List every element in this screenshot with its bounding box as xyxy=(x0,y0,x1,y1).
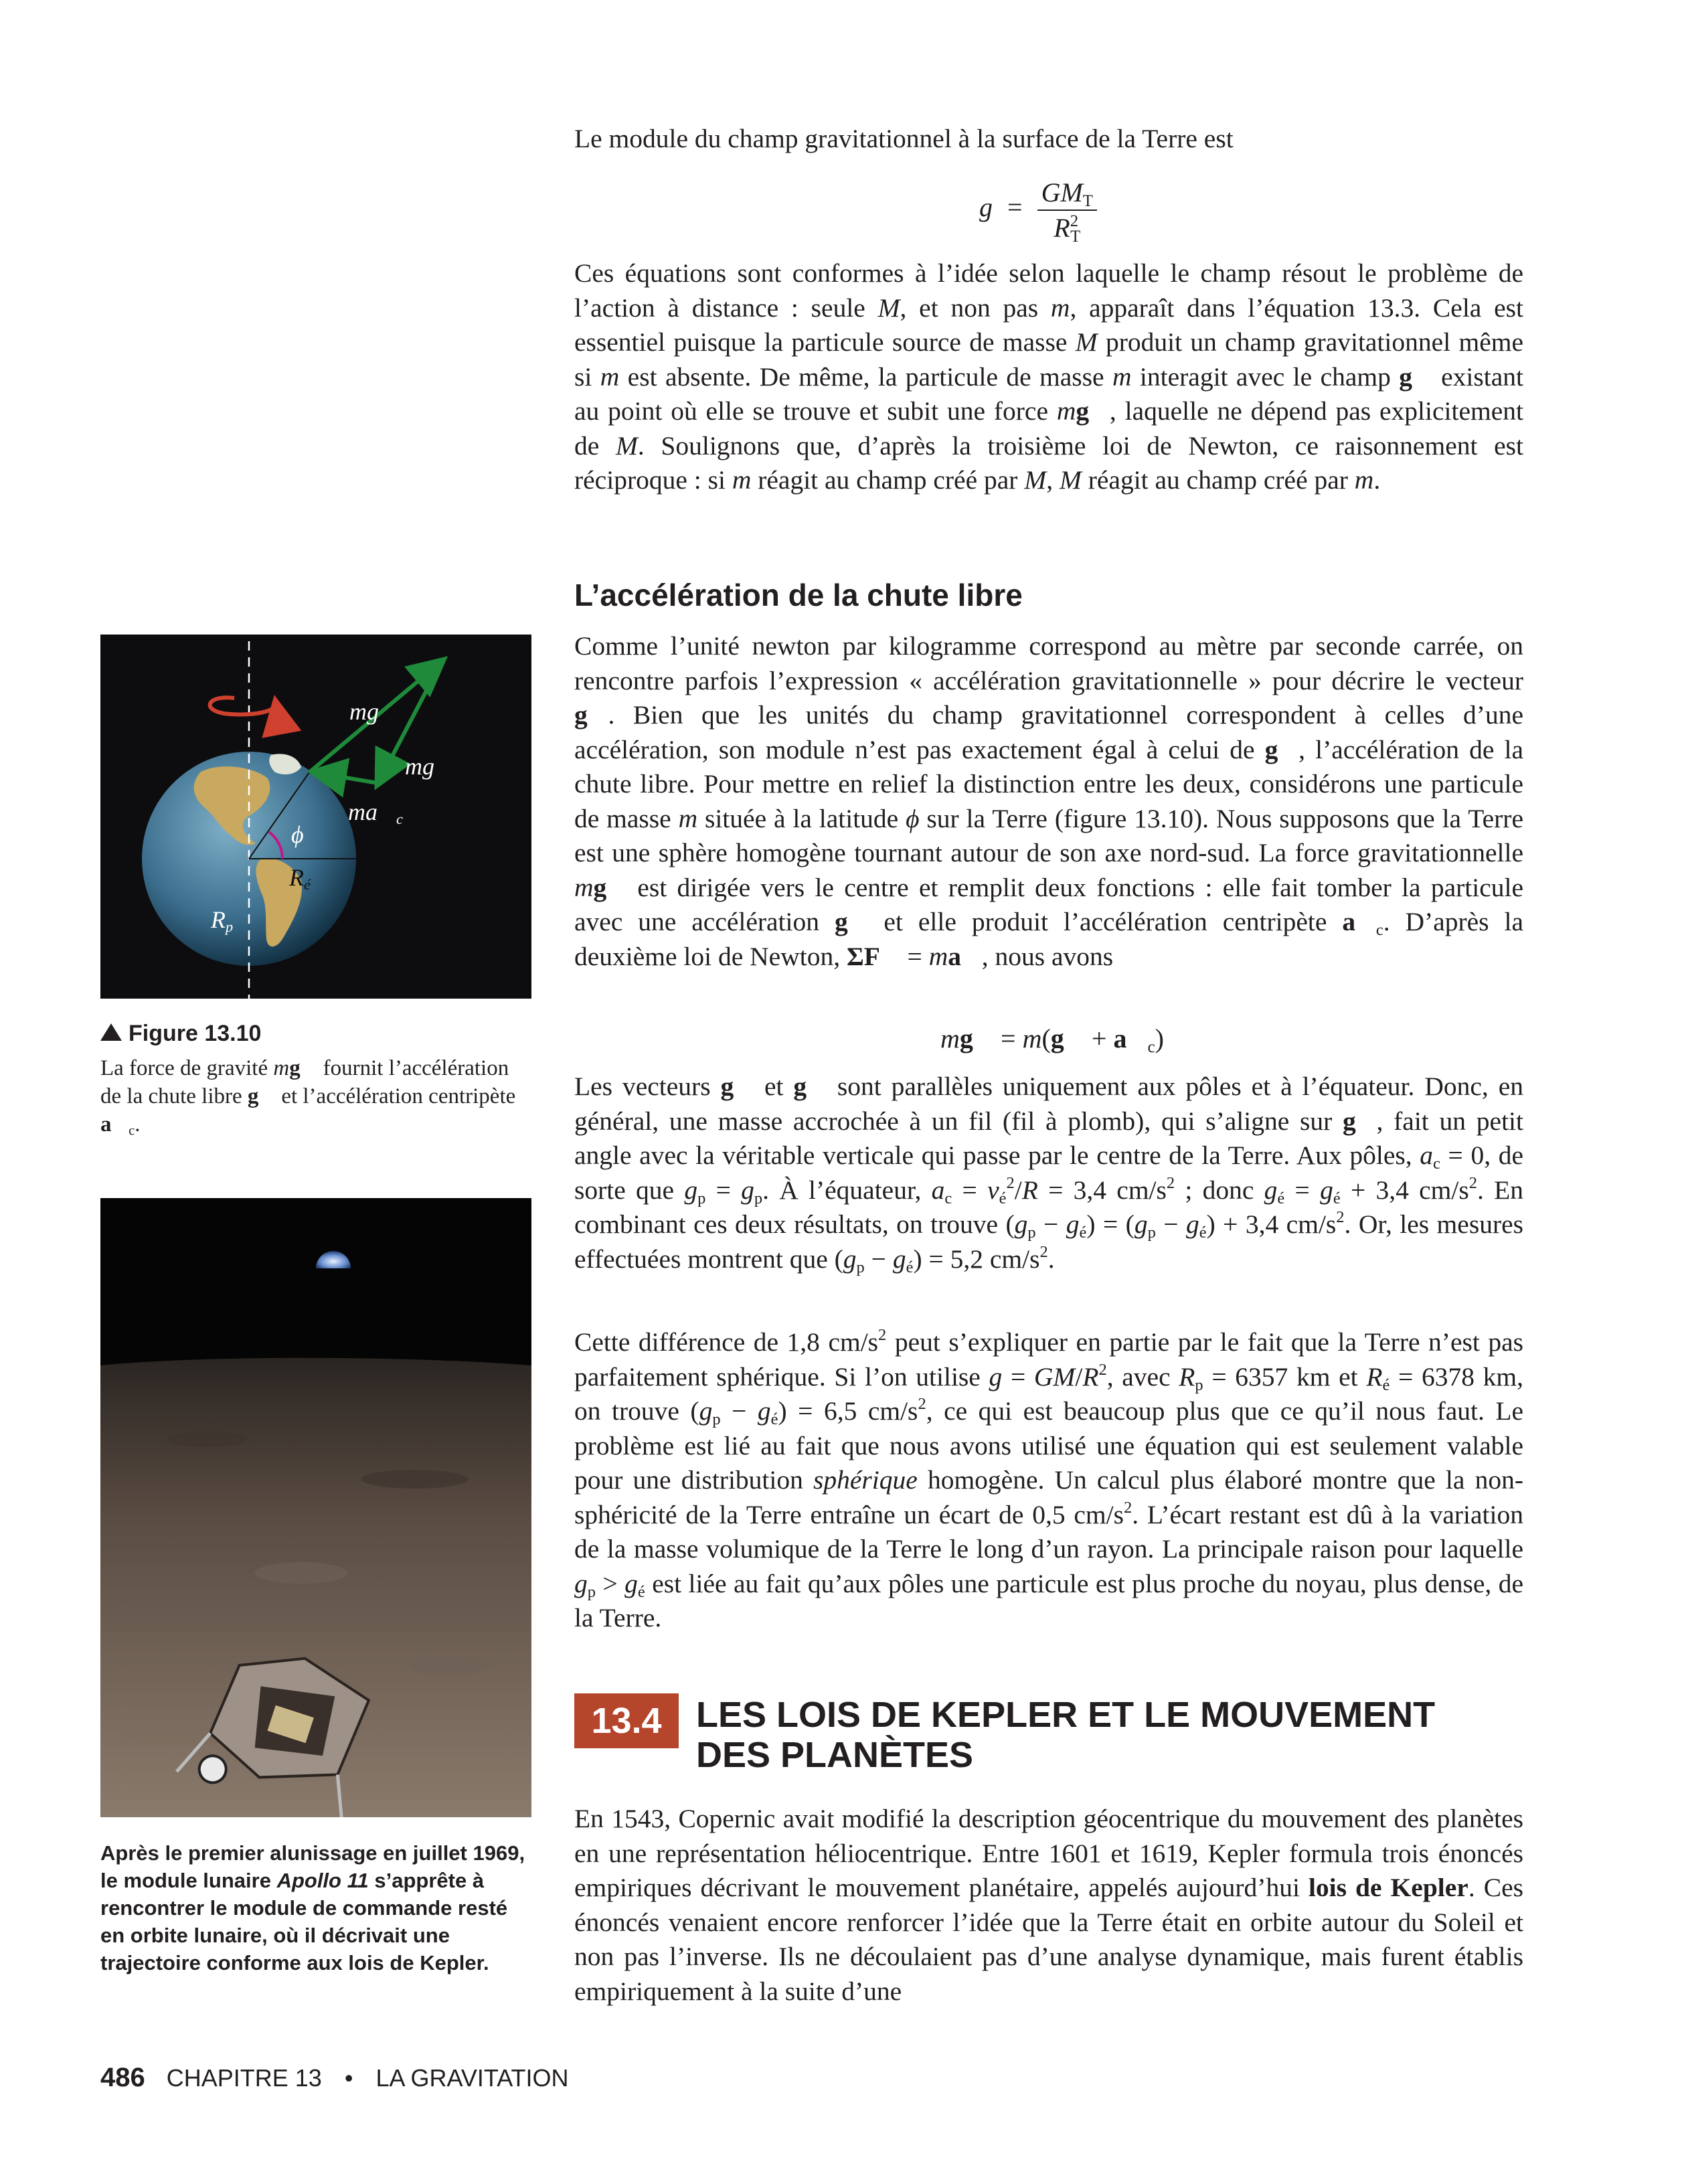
crater xyxy=(254,1562,348,1584)
intro-sentence: Le module du champ gravitationnel à la surface de la Terre est xyxy=(574,124,1234,153)
page-footer xyxy=(100,2063,569,2093)
paragraph-field-action: Ces équations sont conformes à l’idée selon laquelle le champ résout le problème de l’action à distance : seule M, et non pas m, apparaît dans l’équation 13.3. Cela est essentiel puisque la particule source de masse M produit un champ gravitationnel même si m est absente. De même, la particule de masse m interagit avec le champ g⃗ existant au point où elle se trouve et subit une force mg⃗, laquelle ne dépend pas explicitement de M. Soulignons que, d’après la troisième loi de Newton, ce raisonnement est réciproque : si m réagit au champ créé par M, M réagit au champ créé par m. xyxy=(574,258,1523,495)
page-number: 486 xyxy=(100,2063,145,2092)
equation-g-surface: g = $\frac{GM_T}{R^2_T}$ xyxy=(979,177,1097,244)
triangle-up-icon xyxy=(100,1023,122,1041)
paragraph-free-fall-2: Les vecteurs g⃗ et g⃗ sont parallèles uniquement aux pôles et à l’équateur. Donc, en général, une masse accrochée à un fil (fil à plomb), qui s’aligne sur g⃗, fait un petit angle avec la véritable verticale qui passe par le centre de la Terre. Aux pôles, $a_c = 0$, de sorte que $g_p = g_p$. À l’équateur, $a_c = v_é^2/R = 3,4$ $cm/s^2$ ; donc $g_é = g_é + 3,4$ $cm/s^2$. En combinant ces deux résultats, on trouve $(g_p - g_é) = (g_p - g_é) + 3,4$ $cm/s^2$. Or, les mesures effectuées montrent que $(g_p - g_é) = 5,2$ $cm/s^2$. xyxy=(574,1072,1523,1276)
equation-mg: mg⃗ = m(g⃗ + $a⃗_c$) xyxy=(940,1023,1164,1056)
figure-13-10-caption: La force de gravité mg⃗ fournit l’accélération de la chute libre g⃗ et l’accélération centripète $a⃗_c$. xyxy=(100,1056,516,1139)
section-number-badge: 13.4 xyxy=(574,1693,679,1748)
paragraph-free-fall-3: Cette différence de 1,8 $cm/s^2$ peut s’expliquer en partie par le fait que la Terre n’est pas parfaitement sphérique. Si l’on utilise $g = GM/R^2$, avec $R_p = 6357$ km et $R_é = 6378$ km, on trouve $(g_p - g_é) = 6,5$ $cm/s^2$, ce qui est beaucoup plus que ce qu’il nous faut. Le problème est lié au fait que nous avons utilisé une équation qui est seulement valable pour une distribution sphérique homogène. Un calcul plus élaboré montre que la non-sphéricité de la Terre entraîne un écart de 0,5 $cm/s^2$. L’écart restant est dû à la variation de la masse volumique de la Terre le long d’un rayon. La principale raison pour laquelle $g_p > g_é$ est liée au fait qu’aux pôles une particule est plus proche du noyau, plus dense, de la Terre. xyxy=(574,1326,1524,1632)
figure-13-10-label: Figure 13.10 xyxy=(100,1021,261,1047)
section-title-kepler: LES LOIS DE KEPLER ET LE MOUVEMENT DES PLANÈTES xyxy=(696,1695,1436,1775)
crater xyxy=(408,1657,489,1676)
label-phi: ϕ xyxy=(291,821,304,848)
label-re: $R_é$ xyxy=(289,864,311,894)
apollo-11-caption: Après le premier alunissage en juillet 1969, le module lunaire Apollo 11 s’apprête à rencontrer le module de commande resté en orbite lunaire, où il décrivait une trajectoire conforme aux lois de Kepler. xyxy=(100,1841,525,1975)
label-mac: $ma⃗_c$ xyxy=(348,799,403,828)
label-mg-top: mg⃗ xyxy=(349,698,398,725)
crater xyxy=(361,1470,469,1489)
figure-13-10-image xyxy=(100,635,531,999)
crater xyxy=(167,1431,248,1447)
footer-separator: • xyxy=(344,2064,353,2092)
chapter-label: CHAPITRE 13 xyxy=(166,2064,322,2092)
label-mg-right: mg⃗ xyxy=(405,753,453,780)
section-heading-free-fall: L’accélération de la chute libre xyxy=(574,578,1023,612)
label-rp: $R_p$ xyxy=(211,906,234,936)
apollo-11-photo xyxy=(100,1198,531,1817)
paragraph-kepler-intro: En 1543, Copernic avait modifié la description géocentrique du mouvement des planètes en une représentation héliocentrique. Entre 1601 et 1619, Kepler formula trois énoncés empiriques décrivant le mouvement planétaire, appelés aujourd’hui lois de Kepler. Ces énoncés venaient encore renforcer l’idée que la Terre était en orbite autour du Soleil et non pas l’inverse. Ils ne découlaient pas d’une analyse dynamique, mais furent établis empiriquement à la suite d’une xyxy=(574,1804,1523,2006)
paragraph-free-fall-1: Comme l’unité newton par kilogramme correspond au mètre par seconde carrée, on rencontre parfois l’expression « accélération gravitationnelle » pour décrire le vecteur g⃗. Bien que les unités du champ gravitationnel correspondent à celles d’une accélération, son module n’est pas exactement égal à celui de g⃗, l’accélération de la chute libre. Pour mettre en relief la distinction entre les deux, considérons une particule de masse m située à la latitude ϕ sur la Terre (figure 13.10). Nous supposons que la Terre est une sphère homogène tournant autour de son axe nord-sud. La force gravitationnelle mg⃗ est dirigée vers le centre et remplit deux fonctions : elle fait tomber la particule avec une accélération g⃗ et elle produit l’accélération centripète $a⃗_c$. D’après la deuxième loi de Newton, ΣF⃗ = ma⃗, nous avons xyxy=(574,631,1523,971)
chapter-title: LA GRAVITATION xyxy=(375,2064,569,2092)
